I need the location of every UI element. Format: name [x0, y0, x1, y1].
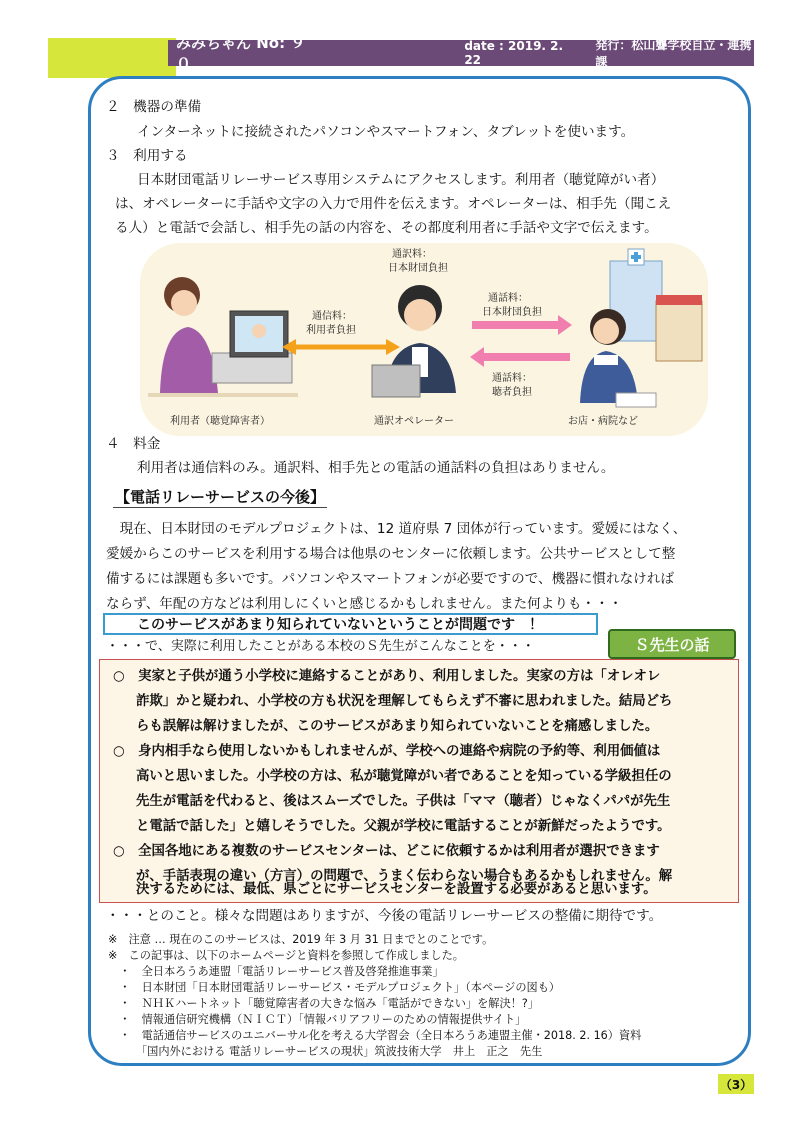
closing-line: ・・・とのこと。様々な問題はありますが、今後の電話リレーサービスの整備に期待です。 — [106, 908, 663, 924]
step2-body: インターネットに接続されたパソコンやスマートフォン、タブレットを使います。 — [137, 124, 635, 140]
note-line: ・ 情報通信研究機構（ＮＩＣＴ）「情報バリアフリーのための情報提供サイト」 — [108, 1013, 527, 1026]
teacher-talk-tag: Ｓ先生の話 — [608, 629, 736, 659]
quote-line: ○ 身内相手なら使用しないかもしれませんが、学校への連絡や病院の予約等、利用価値は — [113, 744, 661, 759]
note-line: ※ 注意 … 現在のこのサービスは、2019 年 3 月 31 日までとのことです。 — [108, 933, 494, 946]
call-fee-bottom-payer: 聴者負担 — [492, 387, 532, 398]
operator-label: 通訳オペレーター — [374, 416, 454, 427]
interpret-fee-payer: 日本財団負担 — [388, 263, 448, 274]
relay-service-diagram — [140, 243, 708, 436]
step3-body-line: 日本財団電話リレーサービス専用システムにアクセスします。利用者（聴覚障がい者） — [137, 172, 665, 188]
call-fee-bottom-label: 通話料： — [492, 373, 532, 384]
future-line: 現在、日本財団のモデルプロジェクトは、12 道府県 7 団体が行っています。愛媛にはなく、 — [106, 521, 687, 537]
shop-label: お店・病院など — [568, 416, 638, 427]
future-heading: 【電話リレーサービスの今後】 — [115, 488, 326, 506]
step2-title: ２ 機器の準備 — [106, 99, 202, 115]
quote-line: 高いと思いました。小学校の方は、私が聴覚障がい者であることを知っている学級担任の — [136, 769, 672, 784]
step3-body-line: る人）と電話で会話し、相手先の話の内容を、その都度利用者に手話や文字で伝えます。 — [115, 220, 658, 236]
publisher: 発行：松山聾学校自立・連携課 — [595, 38, 752, 69]
note-line: ・ ＮＨＫハートネット「聴覚障害者の大きな悩み「電話ができない」を解決！?」 — [108, 997, 539, 1010]
call-fee-top-label: 通話料： — [488, 293, 528, 304]
note-line: ※ この記事は、以下のホームページと資料を参照して作成しました。 — [108, 949, 464, 962]
future-line: 愛媛からこのサービスを利用する場合は他県のセンターに依頼します。公共サービスとして整 — [106, 546, 676, 562]
transition-line: ・・・で、実際に利用したことがある本校のＳ先生がこんなことを・・・ — [106, 639, 535, 654]
note-line: 「国内外における 電話リレーサービスの現状」筑波技術大学 井上 正之 先生 — [108, 1045, 543, 1058]
header-accent-block — [48, 38, 176, 78]
quote-line: ○ 実家と子供が通う小学校に連絡することがあり、利用しました。実家の方は「オレオレ — [113, 669, 661, 684]
step4-title: ４ 料金 — [106, 436, 161, 452]
quote-line: ○ 全国各地にある複数のサービスセンターは、どこに依頼するかは利用者が選択できます — [113, 844, 660, 859]
quote-line: が、手話表現の違い（方言）の問題で、うまく伝わらない場合もあるかもしれません。解 — [136, 869, 673, 884]
step3-body-line: は、オペレーターに手話や文字の入力で用件を伝えます。オペレーターは、相手先（聞こえ — [115, 196, 672, 212]
note-line: ・ 全日本ろうあ連盟「電話リレーサービス普及啓発推進事業」 — [108, 965, 444, 978]
highlight-statement — [103, 613, 598, 635]
future-line: ならず、年配の方などは利用しにくいと感じるかもしれません。また何よりも・・・ — [106, 596, 623, 612]
quote-line: と電話で話した」と嬉しそうでした。父親が学校に電話することが新鮮だったようです。 — [136, 819, 671, 834]
note-line: ・ 電話通信サービスのユニバーサル化を考える大学習会（全日本ろうあ連盟主催・2018. 2. 16）資料 — [108, 1029, 642, 1042]
interpret-fee-label: 通訳料： — [392, 249, 432, 260]
comm-fee-label: 通信料： — [312, 311, 352, 322]
quote-line: 決するためには、最低、県ごとにサービスセンターを設置する必要があると思います。 — [136, 882, 657, 897]
comm-fee-payer: 利用者負担 — [306, 325, 356, 336]
user-label: 利用者（聴覚障害者） — [170, 416, 270, 427]
page-number: （3） — [718, 1074, 754, 1094]
call-fee-top-payer: 日本財団負担 — [482, 307, 542, 318]
future-line: 備するには課題も多いです。パソコンやスマートフォンが必要ですので、機器に慣れなければ — [106, 571, 674, 587]
highlight-text: このサービスがあまり知られていないということが問題です ！ — [137, 617, 543, 633]
header-bar — [168, 34, 754, 73]
quote-line: 先生が電話を代わると、後はスムーズでした。子供は「ママ（聴者）じゃなくパパが先生 — [136, 794, 671, 809]
step3-title: ３ 利用する — [106, 148, 188, 164]
newsletter-title: みみちゃん No: ９０ — [176, 34, 306, 73]
quote-line: 詐欺」かと疑われ、小学校の方も状況を理解してもらえず不審に思われました。結局どち — [136, 694, 673, 709]
note-line: ・ 日本財団「日本財団電話リレーサービス・モデルプロジェクト」（本ページの図も） — [108, 981, 561, 994]
issue-date: date : 2019. 2. 22 — [464, 39, 564, 67]
quote-line: らも誤解は解けましたが、このサービスがあまり知られていないことを痛感しました。 — [136, 719, 659, 734]
step4-body: 利用者は通信料のみ。通訳料、相手先との電話の通話料の負担はありません。 — [137, 460, 615, 476]
